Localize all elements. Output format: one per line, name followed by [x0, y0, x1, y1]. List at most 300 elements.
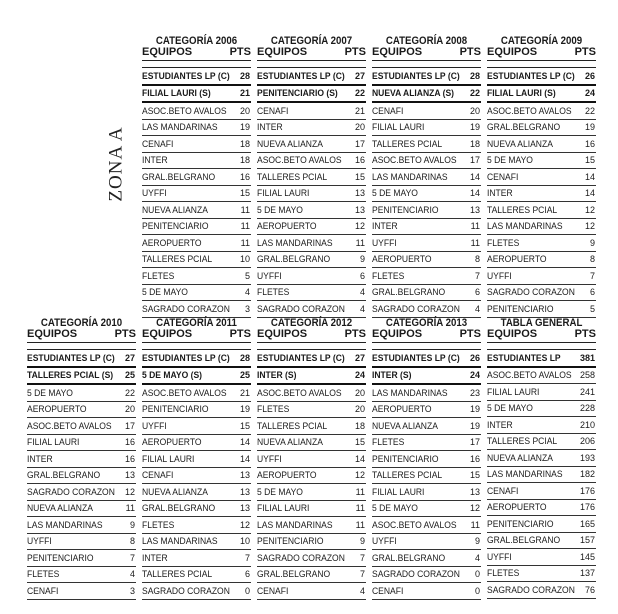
team-points: 20	[354, 404, 365, 415]
table-row	[142, 368, 251, 386]
team-points: 19	[239, 122, 250, 133]
col-equipos-label: EQUIPOS	[142, 46, 193, 58]
team-name: SAGRADO CORAZON	[372, 303, 460, 314]
table-row	[487, 500, 596, 517]
standings-table	[142, 318, 251, 600]
table-row	[257, 484, 366, 501]
team-name: FLETES	[372, 437, 405, 448]
col-pts-label: PTS	[114, 328, 136, 340]
header-divider	[27, 343, 136, 350]
table-row	[142, 120, 251, 137]
table-row	[257, 301, 366, 318]
team-name: FLETES	[142, 519, 175, 530]
team-points: 14	[584, 171, 595, 182]
team-points: 137	[579, 568, 595, 579]
team-name: TALLERES PCIAL	[142, 569, 213, 580]
team-points: 26	[469, 352, 480, 363]
team-points: 8	[589, 254, 595, 265]
team-name: FILIAL LAURI	[372, 122, 425, 133]
team-name: AEROPUERTO	[372, 404, 432, 415]
team-name: PENITENCIARIO	[257, 536, 324, 547]
table-row	[257, 202, 366, 219]
team-points: 21	[354, 105, 365, 116]
header-divider	[487, 61, 596, 68]
table-row	[142, 583, 251, 600]
table-row	[487, 384, 596, 401]
table-row	[372, 235, 481, 252]
table-row	[27, 550, 136, 567]
team-name: CENAFI	[487, 171, 519, 182]
team-name: TALLERES PCIAL	[487, 436, 558, 447]
table-row	[257, 186, 366, 203]
table-row	[142, 418, 251, 435]
table-row	[372, 268, 481, 285]
team-points: 12	[124, 486, 135, 497]
team-points: 381	[579, 352, 595, 363]
team-name: PENITENCIARIO	[142, 221, 209, 232]
team-name: FILIAL LAURI	[487, 386, 540, 397]
team-points: 17	[469, 155, 480, 166]
team-points: 6	[474, 287, 480, 298]
team-points: 7	[359, 569, 365, 580]
table-row	[27, 583, 136, 600]
table-row	[257, 534, 366, 551]
table-header	[487, 329, 596, 343]
team-name: NUEVA ALIANZA	[372, 420, 438, 431]
team-name: CENAFI	[142, 470, 174, 481]
col-equipos-label: EQUIPOS	[487, 328, 538, 340]
col-equipos-label: EQUIPOS	[372, 328, 423, 340]
team-name: FLETES	[27, 569, 60, 580]
team-points: 182	[579, 469, 595, 480]
team-points: 14	[469, 188, 480, 199]
table-row	[27, 402, 136, 419]
table-row	[257, 86, 366, 104]
table-row	[142, 186, 251, 203]
team-points: 165	[579, 518, 595, 529]
table-row	[257, 252, 366, 269]
team-name: SAGRADO CORAZON	[142, 585, 230, 596]
team-points: 18	[469, 138, 480, 149]
team-points: 15	[354, 437, 365, 448]
team-name: SAGRADO CORAZON	[257, 552, 345, 563]
table-row	[487, 153, 596, 170]
table-row	[142, 285, 251, 302]
team-points: 19	[469, 420, 480, 431]
team-points: 4	[359, 585, 365, 596]
table-row	[372, 583, 481, 600]
team-points: 11	[470, 221, 480, 232]
table-row	[487, 219, 596, 236]
team-name: ASOC.BETO AVALOS	[142, 387, 227, 398]
table-row	[142, 103, 251, 120]
team-points: 0	[474, 569, 480, 580]
table-row	[27, 350, 136, 368]
table-title: CATEGORÍA 2006	[155, 35, 238, 47]
table-row	[142, 402, 251, 419]
team-name: INTER	[257, 122, 283, 133]
table-row	[142, 169, 251, 186]
team-points: 12	[584, 221, 595, 232]
team-name: GRAL.BELGRANO	[372, 287, 446, 298]
team-points: 28	[469, 70, 480, 81]
team-name: LAS MANDARINAS	[487, 221, 563, 232]
table-row	[372, 103, 481, 120]
team-name: INTER	[142, 155, 168, 166]
team-points: 20	[469, 105, 480, 116]
team-name: CENAFI	[372, 105, 404, 116]
standings-table	[257, 318, 366, 600]
team-name: ESTUDIANTES LP (C)	[257, 352, 345, 363]
table-row	[142, 301, 251, 318]
team-name: 5 DE MAYO	[27, 387, 73, 398]
table-row	[487, 533, 596, 550]
table-row	[27, 468, 136, 485]
team-name: SAGRADO CORAZON	[27, 486, 115, 497]
table-row	[487, 301, 596, 318]
team-name: CENAFI	[27, 585, 59, 596]
table-row	[372, 484, 481, 501]
team-points: 16	[584, 138, 595, 149]
team-name: FILIAL LAURI	[142, 453, 195, 464]
team-name: AEROPUERTO	[142, 237, 202, 248]
team-points: 11	[240, 221, 250, 232]
team-points: 18	[239, 155, 250, 166]
table-row	[372, 202, 481, 219]
team-name: INTER	[487, 419, 513, 430]
table-row	[487, 86, 596, 104]
col-equipos-label: EQUIPOS	[142, 328, 193, 340]
team-name: CENAFI	[257, 105, 289, 116]
table-row	[372, 120, 481, 137]
team-points: 11	[240, 204, 250, 215]
table-row	[257, 120, 366, 137]
table-title: CATEGORÍA 2007	[270, 35, 353, 47]
team-name: GRAL.BELGRANO	[487, 535, 561, 546]
table-row	[487, 417, 596, 434]
col-equipos-label: EQUIPOS	[257, 46, 308, 58]
team-points: 9	[474, 536, 480, 547]
table-row	[372, 153, 481, 170]
col-pts-label: PTS	[459, 46, 481, 58]
zone-label-text: ZONA A	[106, 126, 127, 202]
table-title: CATEGORÍA 2009	[500, 35, 583, 47]
team-points: 145	[579, 551, 595, 562]
team-name: FILIAL LAURI (S)	[487, 88, 556, 99]
table-row	[257, 451, 366, 468]
team-points: 18	[239, 138, 250, 149]
col-pts-label: PTS	[344, 46, 366, 58]
team-name: SAGRADO CORAZON	[487, 287, 575, 298]
team-name: ASOC.BETO AVALOS	[142, 105, 227, 116]
team-points: 20	[239, 105, 250, 116]
team-points: 11	[355, 503, 365, 514]
team-points: 17	[354, 138, 365, 149]
table-title: TABLA GENERAL	[500, 317, 583, 329]
team-name: GRAL.BELGRANO	[142, 171, 216, 182]
team-points: 21	[239, 387, 250, 398]
table-row	[372, 219, 481, 236]
team-name: 5 DE MAYO	[257, 486, 303, 497]
col-equipos-label: EQUIPOS	[27, 328, 78, 340]
team-points: 11	[355, 237, 365, 248]
header-divider	[372, 61, 481, 68]
col-equipos-label: EQUIPOS	[487, 46, 538, 58]
table-row	[372, 402, 481, 419]
team-points: 8	[474, 254, 480, 265]
table-header	[487, 47, 596, 61]
team-points: 13	[239, 503, 250, 514]
table-row	[487, 120, 596, 137]
team-name: 5 DE MAYO	[372, 188, 418, 199]
team-points: 12	[239, 519, 250, 530]
team-points: 9	[359, 254, 365, 265]
team-points: 19	[584, 122, 595, 133]
team-name: 5 DE MAYO	[142, 287, 188, 298]
team-points: 19	[239, 404, 250, 415]
team-name: UYFFI	[142, 420, 167, 431]
table-row	[372, 451, 481, 468]
team-name: CENAFI	[372, 585, 404, 596]
team-points: 28	[239, 70, 250, 81]
team-points: 76	[584, 584, 595, 595]
team-name: NUEVA ALIANZA	[27, 503, 93, 514]
table-row	[257, 235, 366, 252]
team-name: ESTUDIANTES LP	[487, 352, 561, 363]
table-row	[142, 468, 251, 485]
team-name: LAS MANDARINAS	[257, 237, 333, 248]
team-name: UYFFI	[257, 270, 282, 281]
team-name: INTER (S)	[372, 370, 412, 381]
team-name: FLETES	[487, 237, 520, 248]
col-pts-label: PTS	[229, 46, 251, 58]
team-name: NUEVA ALIANZA	[257, 437, 323, 448]
header-divider	[142, 343, 251, 350]
team-name: INTER	[142, 552, 168, 563]
table-row	[27, 534, 136, 551]
team-name: PENITENCIARIO	[142, 404, 209, 415]
zone-label	[92, 126, 142, 202]
col-pts-label: PTS	[229, 328, 251, 340]
team-name: AEROPUERTO	[487, 502, 547, 513]
team-name: LAS MANDARINAS	[372, 171, 448, 182]
table-row	[487, 252, 596, 269]
table-title: CATEGORÍA 2010	[40, 317, 123, 329]
team-name: SAGRADO CORAZON	[372, 569, 460, 580]
header-divider	[487, 343, 596, 350]
team-name: ASOC.BETO AVALOS	[372, 155, 457, 166]
table-row	[27, 517, 136, 534]
table-row	[372, 550, 481, 567]
table-row	[257, 153, 366, 170]
table-row	[487, 483, 596, 500]
table-row	[142, 550, 251, 567]
table-row	[257, 583, 366, 600]
team-name: TALLERES PCIAL	[257, 171, 328, 182]
team-points: 20	[124, 404, 135, 415]
team-points: 11	[355, 519, 365, 530]
team-name: 5 DE MAYO	[487, 403, 533, 414]
table-row	[487, 549, 596, 566]
team-points: 16	[124, 437, 135, 448]
team-points: 10	[239, 254, 250, 265]
table-row	[487, 68, 596, 86]
team-name: GRAL.BELGRANO	[27, 470, 101, 481]
table-row	[257, 567, 366, 584]
col-pts-label: PTS	[344, 328, 366, 340]
team-name: ESTUDIANTES LP (C)	[487, 70, 575, 81]
team-name: ASOC.BETO AVALOS	[487, 370, 572, 381]
col-pts-label: PTS	[574, 328, 596, 340]
table-row	[487, 186, 596, 203]
team-name: AEROPUERTO	[372, 254, 432, 265]
table-row	[257, 517, 366, 534]
team-points: 20	[354, 122, 365, 133]
standings-table	[142, 36, 251, 318]
table-row	[142, 534, 251, 551]
table-row	[372, 534, 481, 551]
table-row	[27, 418, 136, 435]
team-points: 4	[474, 552, 480, 563]
table-row	[27, 435, 136, 452]
team-name: FLETES	[487, 568, 520, 579]
table-row	[142, 517, 251, 534]
table-header	[257, 329, 366, 343]
team-name: ESTUDIANTES LP (C)	[372, 70, 460, 81]
team-points: 13	[354, 204, 365, 215]
team-points: 24	[469, 370, 480, 381]
header-divider	[372, 343, 481, 350]
team-name: TALLERES PCIAL	[487, 204, 558, 215]
team-points: 157	[579, 535, 595, 546]
team-points: 6	[244, 569, 250, 580]
standings-table	[372, 36, 481, 318]
col-equipos-label: EQUIPOS	[257, 328, 308, 340]
team-name: PENITENCIARIO	[372, 453, 439, 464]
team-points: 206	[579, 436, 595, 447]
table-row	[27, 484, 136, 501]
team-points: 27	[124, 352, 135, 363]
table-row	[257, 468, 366, 485]
team-points: 14	[239, 437, 250, 448]
team-points: 20	[354, 387, 365, 398]
table-row	[257, 501, 366, 518]
team-points: 3	[129, 585, 135, 596]
team-name: TALLERES PCIAL	[257, 420, 328, 431]
table-row	[487, 103, 596, 120]
team-points: 13	[469, 486, 480, 497]
table-header	[372, 329, 481, 343]
table-row	[487, 582, 596, 599]
table-header	[257, 47, 366, 61]
team-points: 210	[579, 419, 595, 430]
team-name: FLETES	[372, 270, 405, 281]
team-points: 25	[239, 370, 250, 381]
header-divider	[142, 61, 251, 68]
team-points: 6	[359, 270, 365, 281]
team-points: 0	[474, 585, 480, 596]
table-row	[372, 169, 481, 186]
table-row	[372, 68, 481, 86]
team-name: TALLERES PCIAL	[372, 138, 443, 149]
team-points: 7	[359, 552, 365, 563]
team-name: CENAFI	[142, 138, 174, 149]
col-equipos-label: EQUIPOS	[372, 46, 423, 58]
table-row	[27, 385, 136, 402]
table-row	[372, 86, 481, 104]
table-header	[27, 329, 136, 343]
team-name: FLETES	[257, 404, 290, 415]
table-row	[372, 435, 481, 452]
team-name: CENAFI	[487, 485, 519, 496]
team-name: GRAL.BELGRANO	[372, 552, 446, 563]
table-row	[487, 467, 596, 484]
table-row	[142, 268, 251, 285]
team-points: 9	[589, 237, 595, 248]
team-points: 9	[129, 519, 135, 530]
team-name: SAGRADO CORAZON	[142, 303, 230, 314]
table-row	[372, 136, 481, 153]
table-row	[27, 368, 136, 386]
team-name: ESTUDIANTES LP (C)	[142, 70, 230, 81]
team-points: 13	[469, 204, 480, 215]
team-name: NUEVA ALIANZA	[142, 486, 208, 497]
standings-table	[257, 36, 366, 318]
table-row	[487, 434, 596, 451]
table-row	[372, 385, 481, 402]
table-row	[27, 451, 136, 468]
header-divider	[257, 343, 366, 350]
table-row	[257, 169, 366, 186]
team-name: TALLERES PCIAL	[372, 470, 443, 481]
table-row	[257, 368, 366, 386]
table-row	[487, 350, 596, 368]
team-points: 7	[474, 270, 480, 281]
team-name: FILIAL LAURI	[27, 437, 80, 448]
table-row	[142, 219, 251, 236]
standings-table	[487, 36, 596, 318]
standings-table	[487, 318, 596, 599]
table-row	[257, 219, 366, 236]
team-name: LAS MANDARINAS	[142, 122, 218, 133]
team-points: 28	[239, 352, 250, 363]
table-row	[257, 268, 366, 285]
team-name: GRAL.BELGRANO	[257, 254, 331, 265]
standings-table	[27, 318, 136, 600]
team-name: UYFFI	[372, 237, 397, 248]
team-name: FILIAL LAURI	[372, 486, 425, 497]
team-points: 11	[355, 486, 365, 497]
team-points: 7	[244, 552, 250, 563]
team-name: LAS MANDARINAS	[257, 519, 333, 530]
team-name: INTER	[487, 188, 513, 199]
table-row	[487, 235, 596, 252]
team-points: 22	[584, 105, 595, 116]
team-points: 6	[589, 287, 595, 298]
team-name: PENITENCIARIO (S)	[257, 88, 338, 99]
team-points: 24	[354, 370, 365, 381]
team-points: 11	[470, 519, 480, 530]
table-row	[142, 68, 251, 86]
team-name: ESTUDIANTES LP (C)	[372, 352, 460, 363]
table-row	[487, 202, 596, 219]
team-points: 23	[469, 387, 480, 398]
team-points: 25	[124, 370, 135, 381]
team-points: 241	[579, 386, 595, 397]
team-name: PENITENCIARIO	[487, 303, 554, 314]
team-name: FILIAL LAURI	[257, 188, 310, 199]
table-row	[142, 136, 251, 153]
